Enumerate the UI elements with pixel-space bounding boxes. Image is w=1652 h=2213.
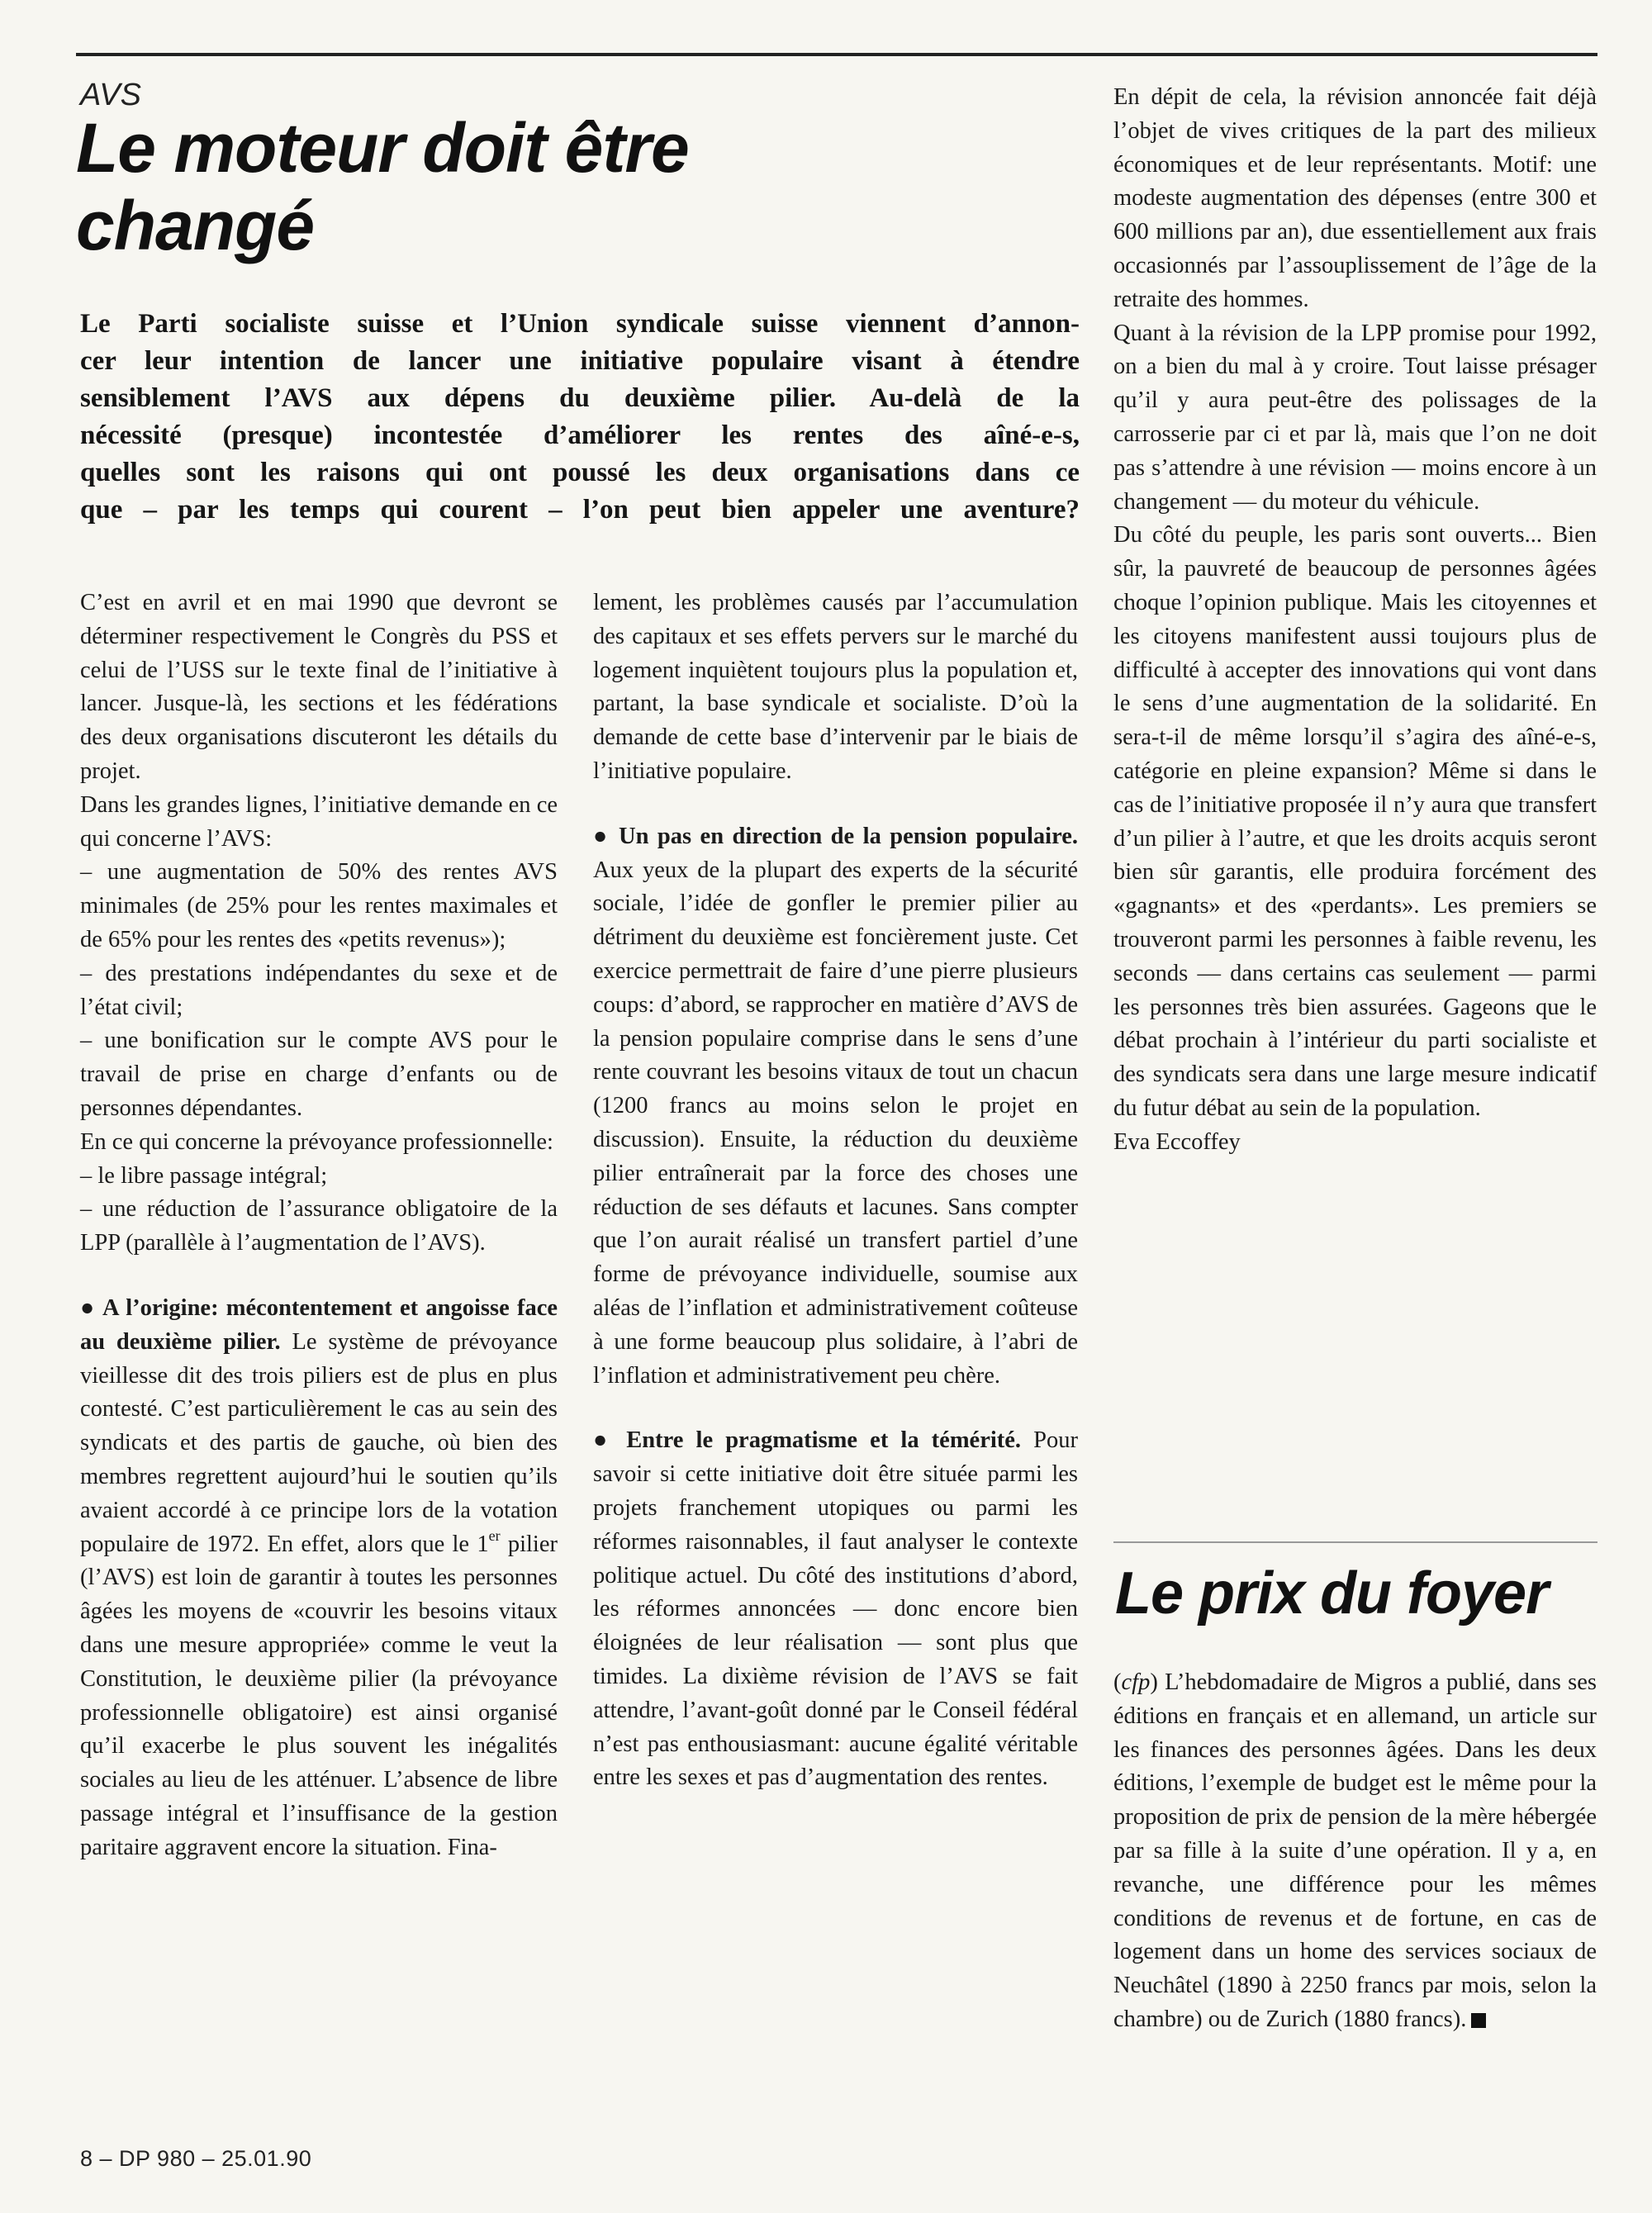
lead-line: cer leur intention de lancer une initiative populaire visant à étendre [80, 346, 1080, 376]
paragraph: (cfp) L’hebdomadaire de Migros a publié, dans ses éditions en français et en allemand, un article sur les finances des personnes âgées. Dans les deux éditions, l’exemple de budget est le même pour la proposition de prix de pension de la mère hébergée par sa fille à la suite d’une opération. Il y a, en revanche, une différence pour les mêmes conditions de revenus et de fortune, en cas de logement dans un home des services sociaux de Neuchâtel (1890 à 2250 francs par mois, selon la chambre) ou de Zurich (1880 francs). [1113, 1669, 1597, 2032]
list-item: – le libre passage intégral; [80, 1162, 328, 1189]
paragraph: Du côté du peuple, les paris sont ouverts... Bien sûr, la pauvreté de beaucoup de personnes âgées choque l’opinion publique. Mais les citoyennes et les citoyens manifestent aussi toujours plus de difficulté à accepter des innovations qui vont dans le sens d’une augmentation de la solidarité. En sera-t-il de même lorsqu’il s’agira des aîné-e-s, catégorie en pleine expansion? Même si dans le cas de l’initiative proposée il n’y aura que transfert d’un pilier à l’autre, et que les droits acquis seront bien sûr garantis, elle produira forcément des «gagnants» et des «perdants». Les premiers se trouveront parmi les personnes à faible revenu, les seconds — dans certains cas seulement — parmi les personnes très bien assurées. Gageons que le débat prochain à l’intérieur du parti socialiste et des syndicats sera dans une large mesure indicatif du futur débat au sein de la population. [1113, 522, 1597, 1121]
box-source: cfp [1121, 1669, 1151, 1695]
article-kicker: AVS [80, 78, 141, 112]
lead-line: que – par les temps qui courent – l’on peut bien appeler une aventure? [80, 495, 1080, 525]
list-item: – une augmentation de 50% des rentes AVS minimales (de 25% pour les rentes maximales et de 65% pour les rentes des «petits revenus»); [80, 859, 558, 952]
article-column-2 [593, 586, 1078, 1795]
paragraph: Dans les grandes lignes, l’initiative demande en ce qui concerne l’AVS: [80, 791, 558, 852]
list-item: – une réduction de l’assurance obligatoire de la LPP (parallèle à l’augmentation de l’AVS). [80, 1196, 558, 1256]
section-heading: ● Entre le pragmatisme et la témérité. [593, 1427, 1022, 1454]
top-rule [76, 53, 1597, 56]
article-column-3 [1113, 81, 1597, 1160]
page-footer: 8 – DP 980 – 25.01.90 [80, 2146, 312, 2171]
article-title-line2: changé [76, 187, 315, 264]
paragraph: lement, les problèmes causés par l’accumulation des capitaux et ses effets pervers sur le marché du logement inquiètent toujours plus la population et, partant, la base syndicale et socialiste. D’où la demande de cette base d’intervenir par le biais de l’initiative populaire. [593, 590, 1078, 784]
paragraph: Quant à la révision de la LPP promise pour 1992, on a bien du mal à y croire. Tout laisse présager qu’il y aura peut-être des polissages de la carrosserie par ci et par là, mais que l’on ne doit pas s’attendre à une révision — moins encore à un changement — du moteur du véhicule. [1113, 320, 1597, 515]
section-paragraph: ● A l’origine: mécontentement et angoisse face au deuxième pilier. Le système de prévoyance vieillesse dit des trois piliers est de plus en plus contesté. C’est particulièrement le cas au sein des syndicats et des partis de gauche, où bien des membres regrettent aujourd’hui le soutien qu’ils avaient accordé à ce principe lors de la votation populaire de 1972. En effet, alors que le 1er pilier (l’AVS) est loin de garantir à toutes les personnes âgées les moyens de «couvrir les besoins vitaux dans une mesure appropriée» comme le veut la Constitution, le deuxième pilier (la prévoyance professionnelle obligatoire) est ainsi organisé qu’il exacerbe le plus souvent les inégalités sociales au lieu de les atténuer. L’absence de libre passage intégral et l’insuffisance de la gestion paritaire aggravent encore la situation. Fina- [80, 1294, 558, 1860]
lead-line: sensiblement l’AVS aux dépens du deuxième pilier. Au-delà de la [80, 383, 1080, 413]
paragraph: En ce qui concerne la prévoyance professionnelle: [80, 1128, 553, 1155]
article-column-1 [80, 586, 558, 1864]
section-heading: ● A l’origine: mécontentement et angoisse face au deuxième pilier. [80, 1294, 558, 1355]
box-title: Le prix du foyer [1115, 1560, 1549, 1627]
box-body [1113, 1666, 1597, 2037]
lead-line: nécessité (presque) incontestée d’améliorer les rentes des aîné-e-s, [80, 420, 1080, 450]
article-title-line1: Le moteur doit être [76, 109, 689, 187]
article-title [76, 109, 1067, 264]
paragraph: C’est en avril et en mai 1990 que devront se déterminer respectivement le Congrès du PSS et celui de l’USS sur le texte final de l’initiative à lancer. Jusque-là, les sections et les fédérations des deux organisations discuteront les détails du projet. [80, 590, 558, 784]
author-signature: Eva Eccoffey [1113, 1128, 1241, 1155]
section-paragraph: ● Un pas en direction de la pension populaire. Aux yeux de la plupart des experts de la sécurité sociale, l’idée de gonfler le premier pilier au détriment du deuxième est foncièrement juste. Cet exercice permettrait de faire d’une pierre plusieurs coups: d’abord, se rapprocher en matière d’AVS de la pension populaire comprise dans le sens d’une rente couvrant les besoins vitaux de tout un chacun (1200 francs au moins selon le projet en discussion). Ensuite, la réduction du deuxième pilier entraînerait par la force des choses une réduction de ses défauts et lacunes. Sans compter que l’on aurait réalisé un transfert partiel d’une forme de prévoyance individuelle, soumise aux aléas de l’inflation et administrativement coûteuse à une forme beaucoup plus solidaire, à l’abri de l’inflation et administrativement peu chère. [593, 823, 1078, 1389]
end-mark-icon [1471, 2013, 1486, 2028]
list-item: – des prestations indépendantes du sexe et de l’état civil; [80, 960, 558, 1020]
section-paragraph: ● Entre le pragmatisme et la témérité. Pour savoir si cette initiative doit être située parmi les projets franchement utopiques ou parmi les réformes raisonnables, il faut analyser le contexte politique actuel. Du côté des institutions d’abord, les réformes annoncées — donc encore bien éloignées de leur réalisation — sont plus que timides. La dixième révision de l’AVS se fait attendre, l’avant-goût donné par le Conseil fédéral n’est pas enthousiasmant: aucune égalité véritable entre les sexes et pas d’augmentation des rentes. [593, 1427, 1078, 1791]
section-heading: ● Un pas en direction de la pension populaire. [593, 823, 1078, 849]
list-item: – une bonification sur le compte AVS pour le travail de prise en charge d’enfants ou de personnes dépendantes. [80, 1028, 558, 1121]
lead-line: Le Parti socialiste suisse et l’Union syndicale suisse viennent d’annon- [80, 309, 1080, 339]
lead-line: quelles sont les raisons qui ont poussé les deux organisations dans ce [80, 458, 1080, 487]
article-lead [80, 306, 1080, 529]
box-divider [1113, 1541, 1597, 1543]
paragraph: En dépit de cela, la révision annoncée fait déjà l’objet de vives critiques de la part des milieux économiques et de leur représentants. Motif: une modeste augmentation des dépenses (entre 300 et 600 millions par an), due essentiellement aux frais occasionnés par l’assouplissement de l’âge de la retraite des hommes. [1113, 84, 1597, 312]
